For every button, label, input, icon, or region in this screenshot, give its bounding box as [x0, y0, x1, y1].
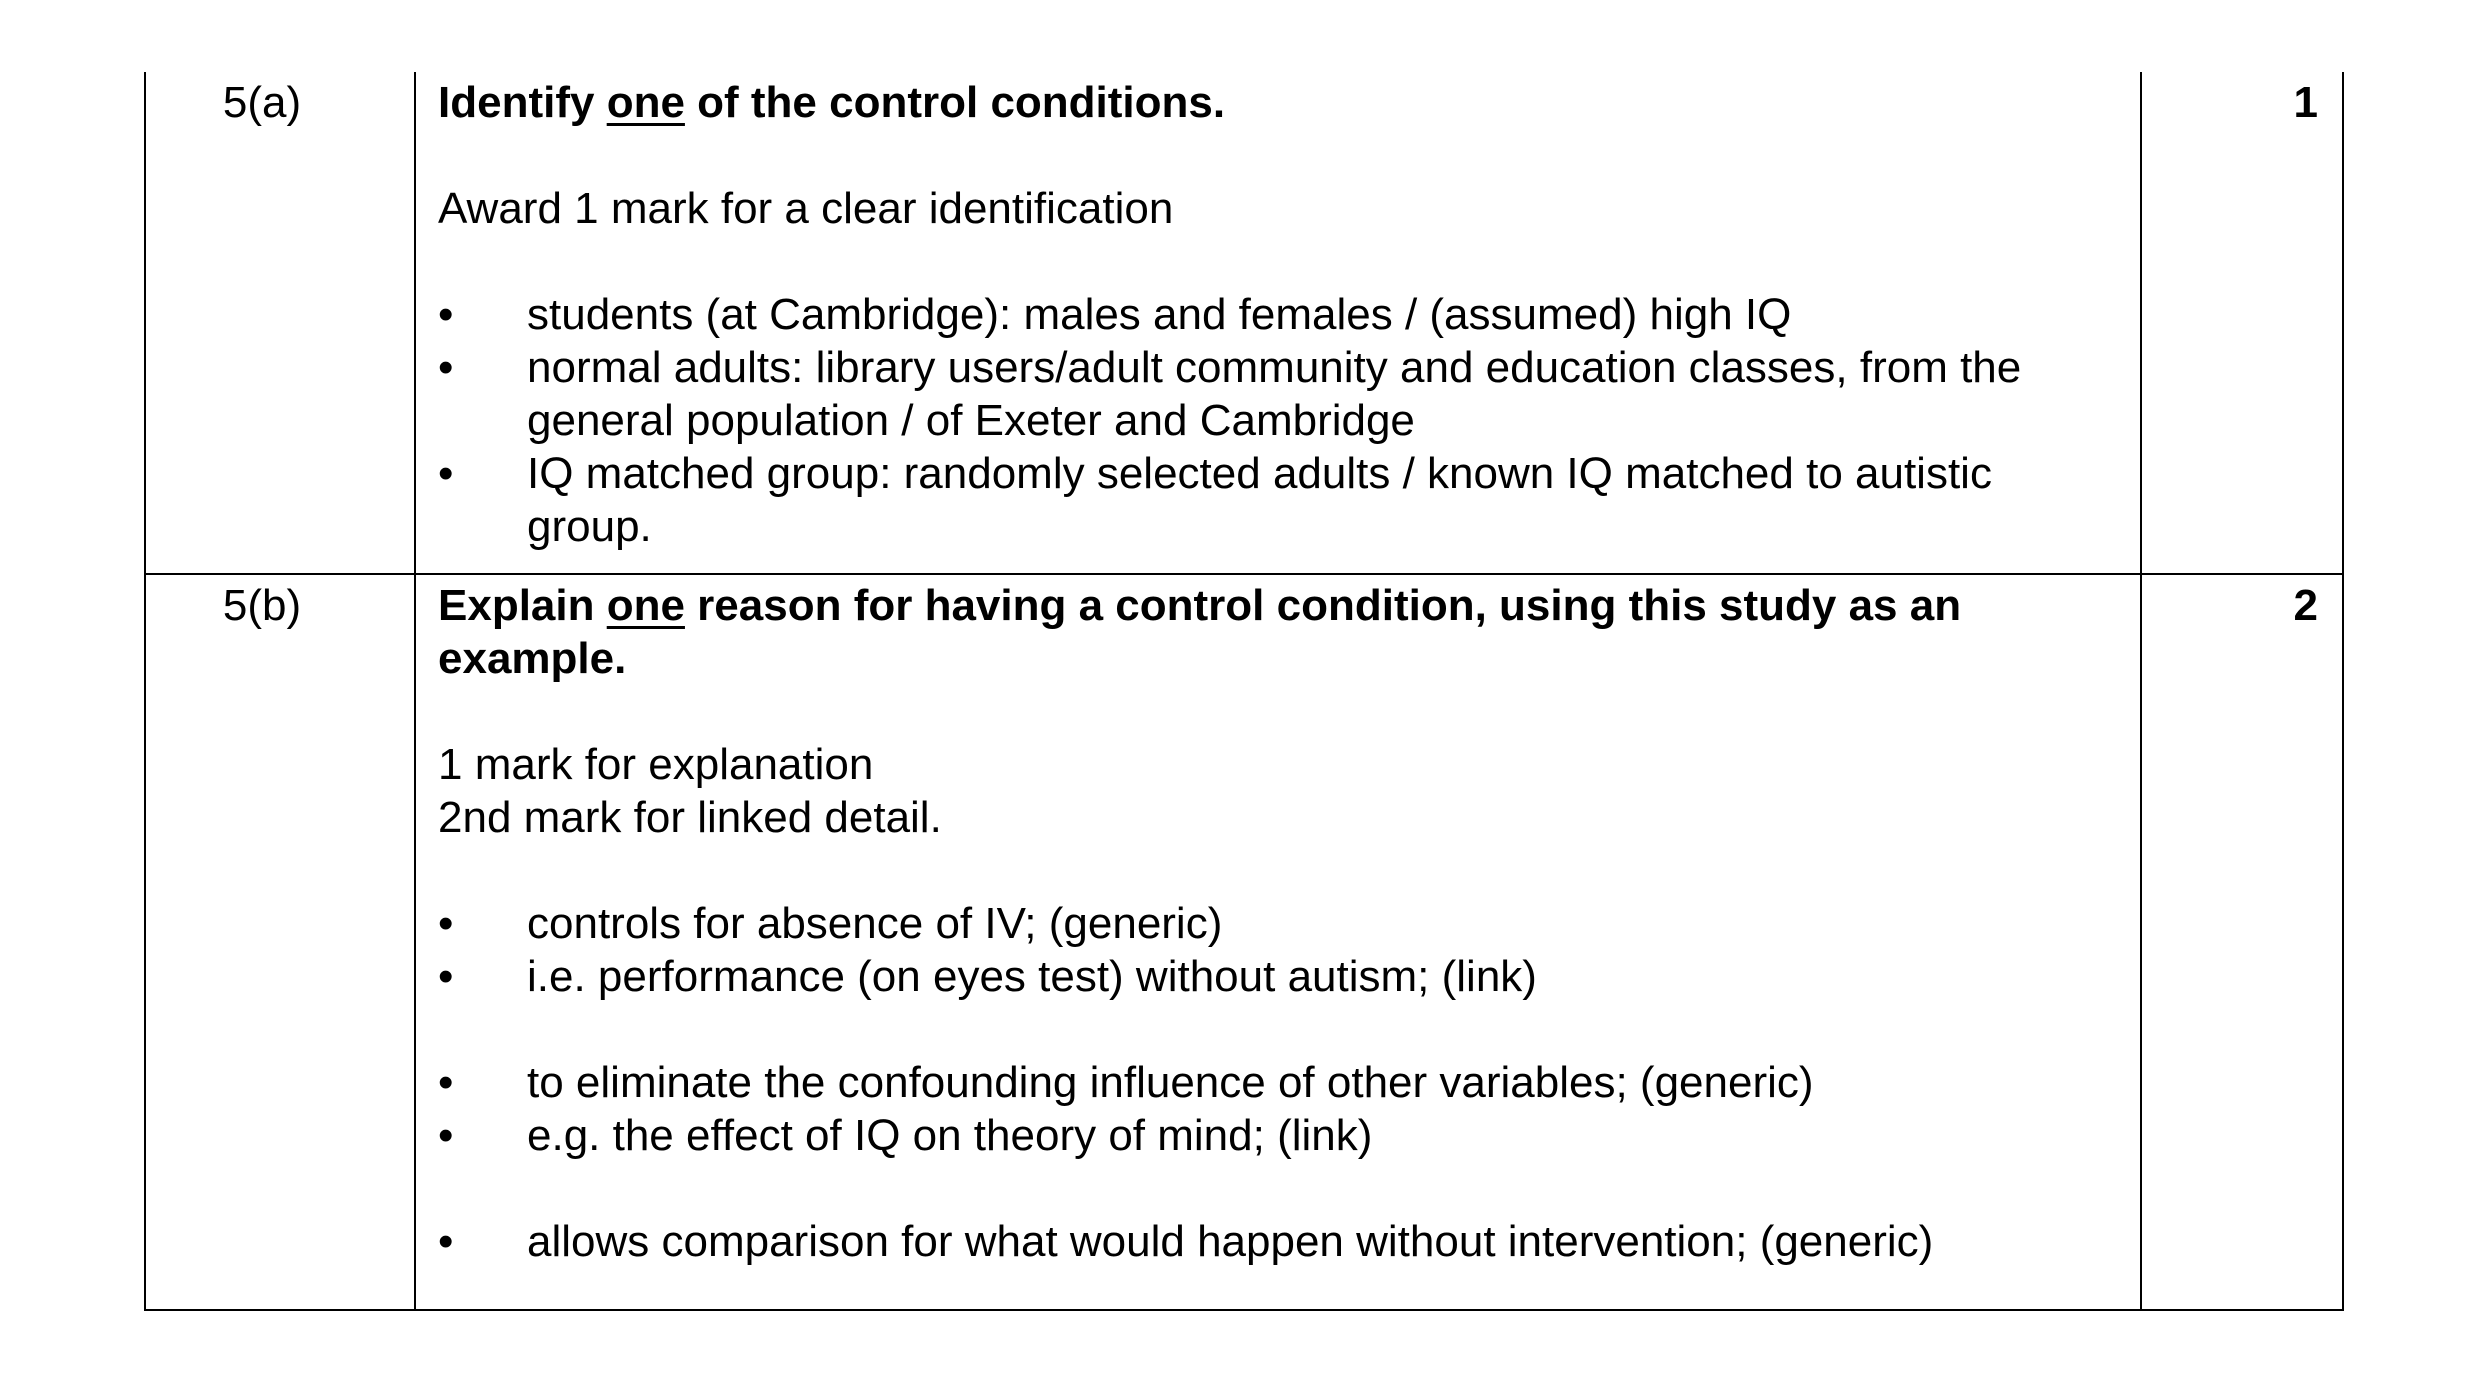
marks-cell: [2141, 72, 2343, 574]
bullet-glyph: •: [438, 449, 454, 498]
bullet-glyph: •: [438, 1058, 454, 1107]
bullet-glyph: •: [438, 1217, 454, 1266]
emphasis-underline: one: [606, 78, 685, 127]
answer-cell: [415, 72, 2141, 574]
list-item: • e.g. the effect of IQ on theory of mind; (link): [438, 1111, 1373, 1160]
bullet-glyph: •: [438, 343, 454, 392]
list-item: • to eliminate the confounding influence of other variables; (generic): [438, 1058, 1814, 1107]
question-number-cell: [145, 72, 415, 574]
list-item: • controls for absence of IV; (generic): [438, 899, 1223, 948]
question-number: 5(a): [222, 78, 302, 127]
marks-value: 1: [2293, 78, 2318, 127]
guidance-line: 2nd mark for linked detail.: [438, 793, 942, 842]
bullet-glyph: •: [438, 1111, 454, 1160]
answer-bullet-list: [438, 1215, 2116, 1268]
question-number: 5(b): [222, 581, 302, 630]
marks-cell: [2141, 574, 2343, 1310]
question-prompt: Explain one reason for having a control condition, using this study as an example.: [438, 581, 1962, 683]
list-item: • normal adults: library users/adult community and education classes, from the general population / of Exeter and Cambridge: [438, 343, 2022, 445]
mark-scheme-table: [144, 72, 2344, 1311]
table-row: [145, 574, 2343, 1310]
answer-bullet-list: [438, 897, 2116, 1003]
guidance-line: 1 mark for explanation: [438, 740, 874, 789]
bullet-glyph: •: [438, 899, 454, 948]
answer-bullet-list: [438, 1056, 2116, 1162]
table-row: [145, 72, 2343, 574]
guidance-line: Award 1 mark for a clear identification: [438, 184, 1174, 233]
list-item: • allows comparison for what would happen without intervention; (generic): [438, 1217, 1934, 1266]
bullet-glyph: •: [438, 952, 454, 1001]
answer-bullet-list: [438, 288, 2116, 553]
question-number-cell: [145, 574, 415, 1310]
marking-guidance: [438, 182, 2116, 235]
marking-guidance: [438, 738, 2116, 844]
marks-value: 2: [2293, 581, 2318, 630]
list-item: • students (at Cambridge): males and females / (assumed) high IQ: [438, 290, 1792, 339]
bullet-glyph: •: [438, 290, 454, 339]
question-prompt: Identify one of the control conditions.: [438, 78, 1226, 127]
emphasis-underline: one: [606, 581, 685, 630]
list-item: • IQ matched group: randomly selected adults / known IQ matched to autistic group.: [438, 449, 1992, 551]
answer-cell: [415, 574, 2141, 1310]
list-item: • i.e. performance (on eyes test) without autism; (link): [438, 952, 1537, 1001]
